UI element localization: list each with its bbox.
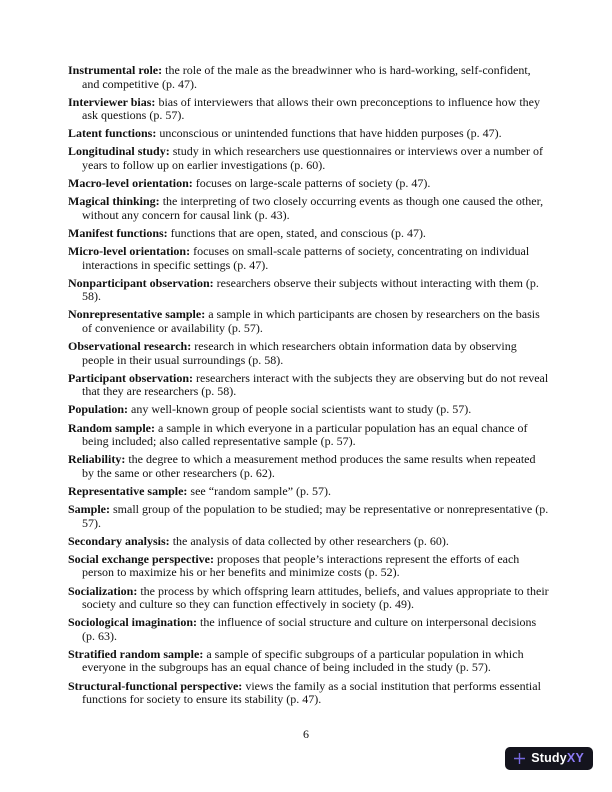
glossary-entry (68, 585, 549, 612)
glossary-term: Population: (68, 402, 129, 417)
glossary-term: Social exchange perspective: (68, 551, 214, 566)
glossary-entry (68, 535, 549, 549)
glossary-entry (68, 340, 549, 367)
glossary-definition: study in which researchers use questionnaires or interviews over a number of years to follow up on earlier investigations (p. 60). (82, 144, 543, 173)
glossary-term: Socialization: (68, 583, 138, 598)
glossary-definition: the interpreting of two closely occurring events as though one caused the other, without any concern for causal link (p. 43). (82, 194, 544, 222)
glossary-definition: functions that are open, stated, and conscious (p. 47). (170, 225, 426, 240)
glossary-entry (68, 227, 549, 241)
glossary-definition: the analysis of data collected by other researchers (p. 60). (172, 533, 449, 548)
glossary-term: Longitudinal study: (68, 144, 170, 159)
brand-name-accent: XY (566, 751, 584, 766)
plus-icon (513, 752, 526, 765)
glossary-term: Sample: (68, 502, 110, 517)
glossary-definition: a sample of specific subgroups of a particular population in which everyone in the subgroups has an equal chance of being included in the study (p. 57). (82, 646, 524, 675)
glossary-list (68, 64, 549, 711)
glossary-definition: bias of interviewers that allows their own preconceptions to influence how they ask questions (p. 57). (82, 94, 540, 123)
studyxy-badge (505, 747, 593, 770)
glossary-term: Nonrepresentative sample: (68, 307, 206, 322)
glossary-definition: small group of the population to be studied; may be representative or nonrepresentative (p. 57). (82, 502, 549, 530)
glossary-term: Observational research: (68, 339, 192, 354)
glossary-definition: research in which researchers obtain information data by observing people in their usual surroundings (p. 58). (82, 339, 517, 367)
glossary-term: Sociological imagination: (68, 615, 197, 630)
glossary-term: Secondary analysis: (68, 533, 170, 548)
glossary-term: Macro-level orientation: (68, 176, 193, 191)
glossary-definition: see “random sample” (p. 57). (190, 483, 332, 498)
page-number: 6 (303, 727, 309, 741)
glossary-entry (68, 177, 549, 191)
glossary-entry (68, 372, 549, 399)
glossary-term: Representative sample: (68, 483, 188, 498)
glossary-definition: proposes that people’s interactions represent the efforts of each person to maximize his or her benefits and minimize costs (p. 52). (82, 551, 520, 580)
glossary-entry (68, 195, 549, 222)
glossary-definition: researchers observe their subjects without interacting with them (p. 58). (82, 275, 539, 304)
glossary-entry (68, 145, 549, 172)
glossary-definition: views the family as a social institution that performs essential functions for society to ensure its stability (p. 47). (82, 678, 541, 707)
glossary-entry (68, 96, 549, 123)
glossary-entry (68, 277, 549, 304)
glossary-entry (68, 308, 549, 335)
glossary-term: Nonparticipant observation: (68, 275, 214, 290)
glossary-term: Magical thinking: (68, 194, 160, 209)
glossary-definition: any well-known group of people social scientists want to study (p. 57). (131, 402, 472, 417)
glossary-entry (68, 648, 549, 675)
glossary-entry (68, 616, 549, 643)
glossary-term: Micro-level orientation: (68, 244, 191, 259)
glossary-term: Latent functions: (68, 126, 157, 141)
glossary-term: Reliability: (68, 452, 126, 467)
glossary-entry (68, 503, 549, 530)
brand-name-primary: Study (531, 751, 567, 766)
glossary-term: Stratified random sample: (68, 646, 204, 661)
glossary-term: Interviewer bias: (68, 94, 156, 109)
glossary-definition: the process by which offspring learn attitudes, beliefs, and values appropriate to their society and culture so they can function effectively in society (p. 49). (82, 583, 549, 612)
glossary-definition: focuses on large-scale patterns of society (p. 47). (195, 176, 431, 191)
glossary-definition: focuses on small-scale patterns of society, concentrating on individual interactions in specific settings (p. 47). (82, 244, 530, 272)
glossary-definition: the influence of social structure and culture on interpersonal decisions (p. 63). (82, 615, 537, 643)
glossary-entry (68, 453, 549, 480)
glossary-entry (68, 403, 549, 417)
glossary-term: Instrumental role: (68, 63, 163, 77)
glossary-term: Manifest functions: (68, 225, 168, 240)
glossary-entry (68, 64, 549, 91)
glossary-entry (68, 245, 549, 272)
glossary-definition: the degree to which a measurement method produces the same results when repeated by the same or other researchers (p. 62). (82, 452, 536, 480)
glossary-definition: unconscious or unintended functions that have hidden purposes (p. 47). (159, 126, 502, 141)
glossary-entry (68, 553, 549, 580)
glossary-term: Structural-functional perspective: (68, 678, 243, 693)
glossary-definition: researchers interact with the subjects they are observing but do not reveal that they are researchers (p. 58). (82, 370, 549, 399)
glossary-definition: a sample in which everyone in a particular population has an equal chance of being included; also called representative sample (p. 57). (82, 420, 528, 449)
glossary-entry (68, 680, 549, 707)
glossary-term: Random sample: (68, 420, 156, 435)
glossary-definition: the role of the male as the breadwinner who is hard-working, self-confident, and competitive (p. 47). (82, 63, 531, 91)
glossary-entry (68, 422, 549, 449)
glossary-term: Participant observation: (68, 370, 193, 385)
glossary-definition: a sample in which participants are chosen by researchers on the basis of convenience or availability (p. 57). (82, 307, 540, 335)
glossary-entry (68, 485, 549, 499)
glossary-entry (68, 127, 549, 141)
